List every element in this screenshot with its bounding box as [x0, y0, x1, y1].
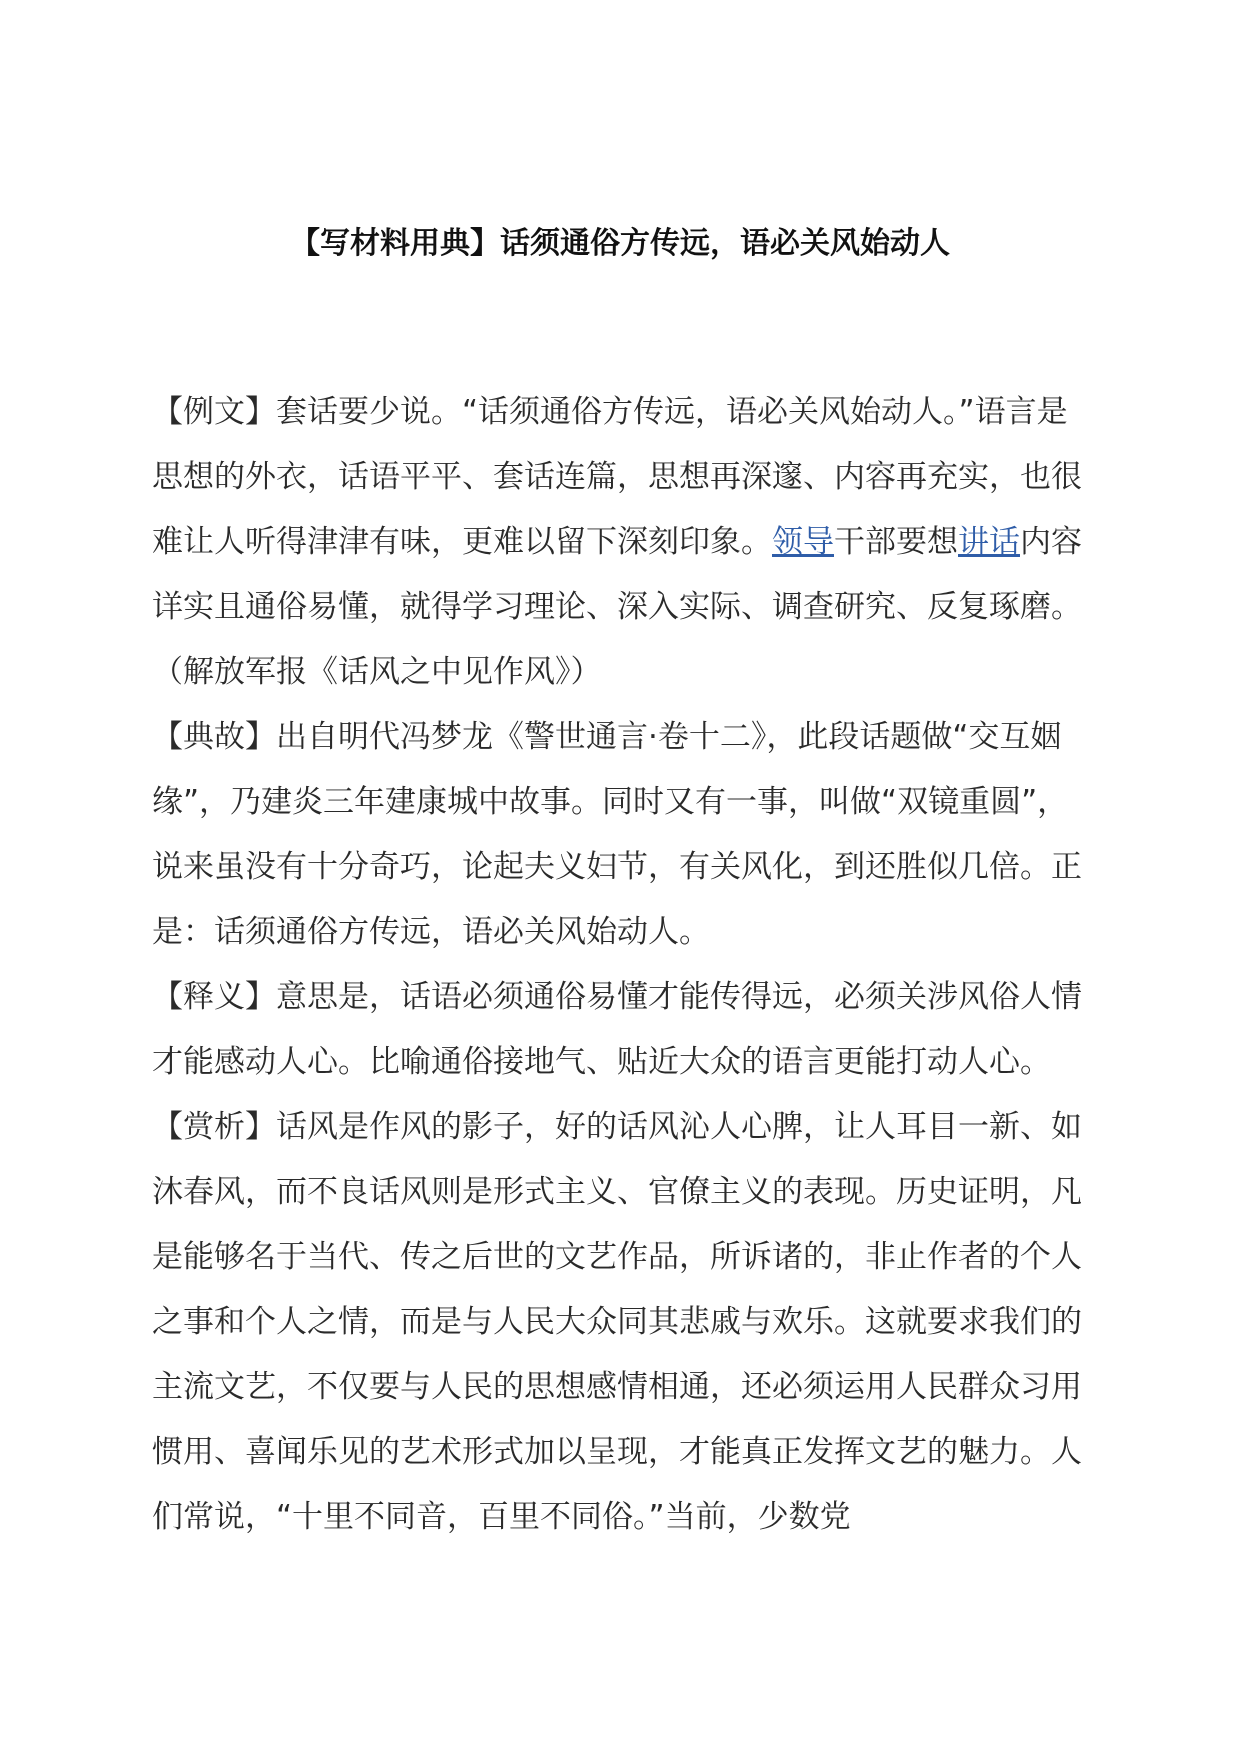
document-body — [152, 380, 1092, 1550]
allusion-paragraph: 【典故】出自明代冯梦龙《警世通言·卷十二》，此段话题做“交互姻缘”，乃建炎三年建康城中故事。同时又有一事，叫做“双镜重圆”，说来虽没有十分奇巧，论起夫义妇节，有关风化，到还胜似几倍。正是：话须通俗方传远，语必关风始动人。 — [152, 719, 1082, 950]
example-paragraph — [152, 380, 1092, 705]
example-text-middle: 干部要想 — [834, 524, 958, 560]
link-leader[interactable]: 领导 — [772, 524, 834, 560]
link-speech[interactable]: 讲话 — [958, 524, 1020, 560]
meaning-paragraph: 【释义】意思是，话语必须通俗易懂才能传得远，必须关涉风俗人情才能感动人心。比喻通俗接地气、贴近大众的语言更能打动人心。 — [152, 979, 1082, 1080]
example-text-end: 内容详实且通俗易懂，就得学习理论、深入实际、调查研究、反复琢磨。（解放军报《话风之中见作风》） — [152, 524, 1082, 690]
analysis-paragraph: 【赏析】话风是作风的影子，好的话风沁人心脾，让人耳目一新、如沐春风，而不良话风则是形式主义、官僚主义的表现。历史证明，凡是能够名于当代、传之后世的文艺作品，所诉诸的，非止作者的个人之事和个人之情，而是与人民大众同其悲戚与欢乐。这就要求我们的主流文艺，不仅要与人民的思想感情相通，还必须运用人民群众习用惯用、喜闻乐见的艺术形式加以呈现，才能真正发挥文艺的魅力。人们常说，“十里不同音，百里不同俗。”当前，少数党 — [152, 1109, 1082, 1535]
document-title: 【写材料用典】话须通俗方传远，语必关风始动人 — [290, 226, 950, 261]
example-text-start: 【例文】套话要少说。“话须通俗方传远，语必关风始动人。”语言是思想的外衣，话语平平、套话连篇，思想再深邃、内容再充实，也很难让人听得津津有味，更难以留下深刻印象。 — [152, 394, 1082, 560]
